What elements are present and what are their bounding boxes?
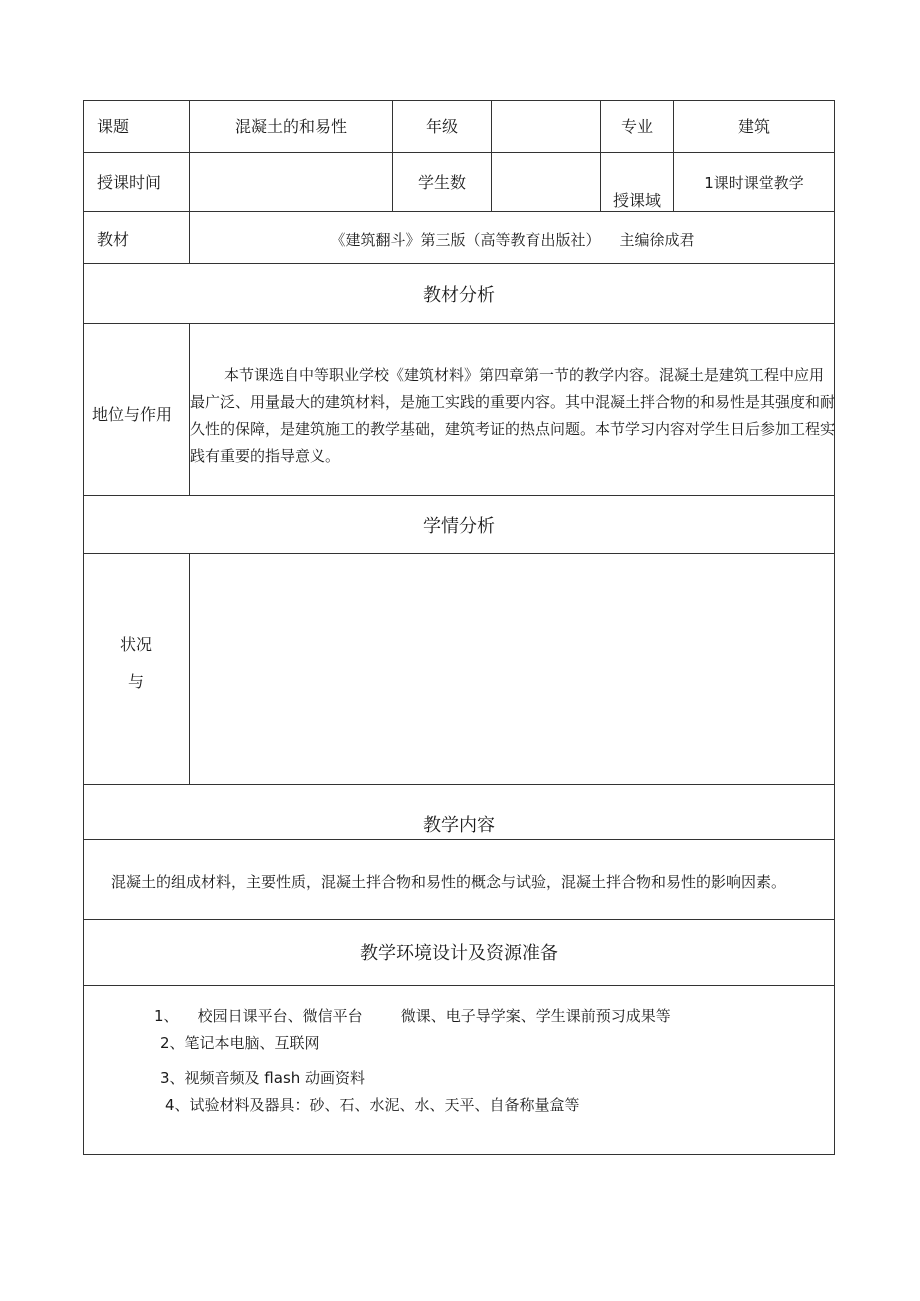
rule-col3: [491, 100, 492, 211]
teaching-content-title: 教学内容: [423, 815, 495, 836]
rule-row3: [83, 263, 835, 264]
domain-label: 授课域: [612, 191, 661, 210]
rule-row6: [83, 553, 835, 554]
resource-item-4: 4、试验材料及器具：砂、石、水泥、水、天平、自备称量盒等: [165, 1096, 580, 1114]
student-label-line2: 与: [127, 672, 144, 691]
domain-value: 1课时课堂教学: [704, 174, 804, 192]
resource-item-1: 1、 校园日课平台、微信平台 微课、电子导学案、学生课前预习成果等: [154, 1007, 671, 1025]
textbook-value: 《建筑翻斗》第三版（高等教育出版社） 主编徐成君: [330, 231, 695, 249]
rule-col1-student: [189, 553, 190, 784]
major-value: 建筑: [737, 117, 770, 136]
lesson-plan-table: [83, 100, 835, 1155]
student-analysis-title: 学情分析: [423, 516, 495, 537]
major-label: 专业: [620, 117, 653, 136]
material-analysis-title: 教材分析: [423, 285, 495, 306]
rule-row1: [83, 152, 835, 153]
topic-label: 课题: [97, 117, 130, 136]
rule-row7: [83, 784, 835, 785]
rule-row8: [83, 839, 835, 840]
rule-row5: [83, 495, 835, 496]
rule-row4: [83, 323, 835, 324]
time-label: 授课时间: [97, 173, 162, 192]
student-label-line1: 状况: [119, 635, 152, 654]
rule-row9: [83, 919, 835, 920]
students-label: 学生数: [417, 173, 466, 192]
grade-label: 年级: [425, 117, 458, 136]
role-label: 地位与作用: [92, 405, 173, 424]
rule-left: [83, 100, 84, 1155]
rule-row10: [83, 985, 835, 986]
rule-top: [83, 100, 835, 101]
textbook-label: 教材: [97, 230, 130, 249]
environment-title: 教学环境设计及资源准备: [360, 943, 558, 964]
resource-item-3: 3、视频音频及 flash 动画资料: [160, 1069, 366, 1087]
role-paragraph: 本节课选自中等职业学校《建筑材料》第四章第一节的教学内容。混凝土是建筑工程中应用最广泛、用量最大的建筑材料，是施工实践的重要内容。其中混凝土拌合物的和易性是其强度和耐久性的保障，是建筑施工的教学基础，建筑考证的热点问题。本节学习内容对学生日后参加工程实践有重要的指导意义。: [190, 366, 836, 465]
rule-row2: [83, 211, 835, 212]
resource-item-2: 2、笔记本电脑、互联网: [160, 1034, 320, 1052]
teaching-content-text: 混凝土的组成材料，主要性质，混凝土拌合物和易性的概念与试验，混凝土拌合物和易性的影响因素。: [111, 873, 787, 891]
rule-right: [834, 100, 835, 1155]
topic-value: 混凝土的和易性: [234, 117, 347, 136]
rule-bottom: [83, 1154, 835, 1155]
